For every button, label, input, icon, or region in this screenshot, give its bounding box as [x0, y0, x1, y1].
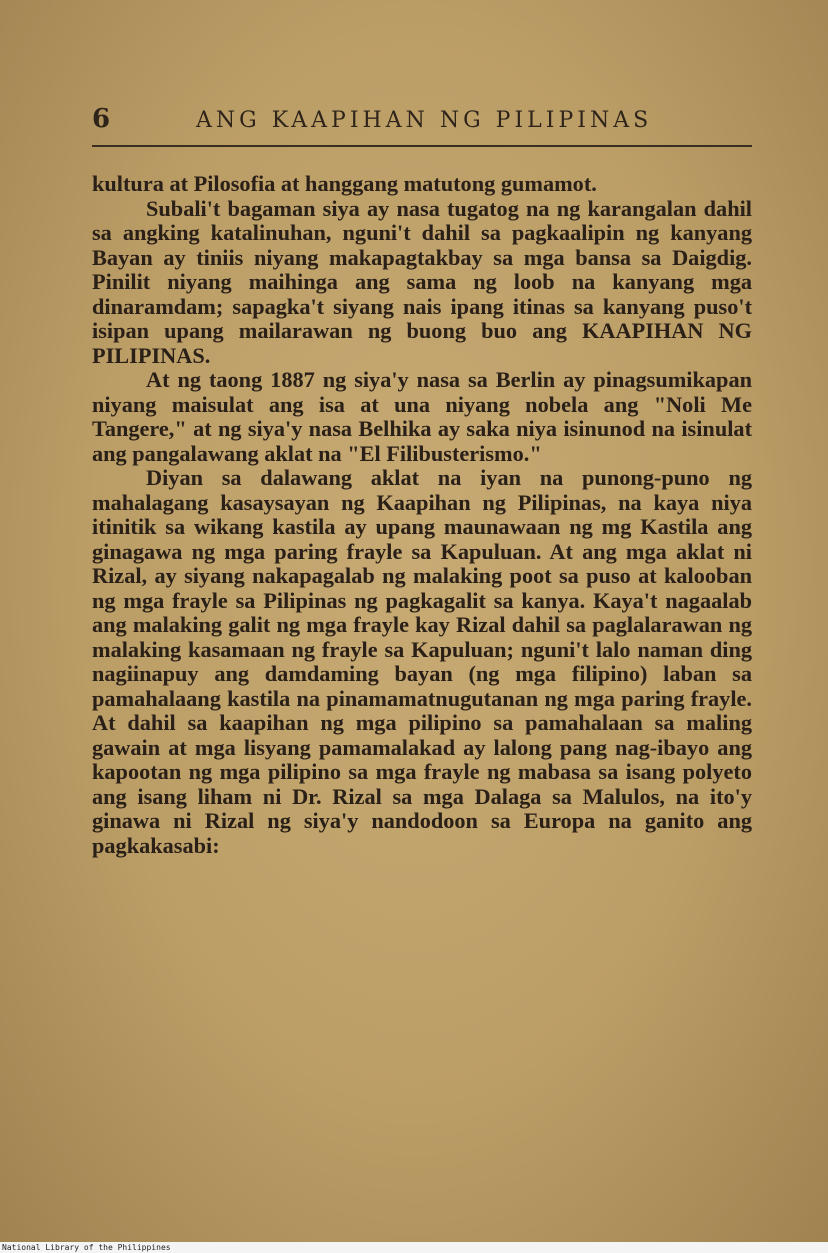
header-rule	[92, 145, 752, 147]
body-text	[92, 172, 752, 858]
page-number: 6	[92, 104, 112, 134]
library-credit: National Library of the Philippines	[2, 1243, 171, 1252]
running-head	[92, 104, 752, 144]
paragraph-continued: kultura at Pilosofia at hanggang matutong gumamot.	[92, 171, 597, 196]
paragraph: Subali't bagaman siya ay nasa tugatog na ng karangalan dahil sa angking katalinuhan, nguni't dahil sa pagkaalipin ng kanyang Bayan ay tiniis niyang makapagtakbay sa mga bansa sa Daigdig. Pinilit niyang maihinga ang sama ng loob na kanyang mga dinaramdam; sapagka't siyang nais ipang itinas sa kanyang puso't isipan upang mailarawan ng buong buo ang KAAPIHAN NG PILIPINAS.	[92, 195, 752, 368]
paragraph: At ng taong 1887 ng siya'y nasa sa Berlin ay pinagsumikapan niyang maisulat ang isa at una niyang nobela ang "Noli Me Tangere," at ng siya'y nasa Belhika ay saka niya isinunod na isinulat ang pangalawang aklat na "El Filibusterismo."	[92, 367, 752, 466]
book-title: ANG KAAPIHAN NG PILIPINAS	[196, 108, 653, 133]
footer-strip	[0, 1242, 828, 1253]
paragraph: Diyan sa dalawang aklat na iyan na punong-puno ng mahalagang kasaysayan ng Kaapihan ng Pilipinas, na kaya niya itinitik sa wikang kastila ay upang maunawaan ng mg Kastila ang ginagawa ng mga paring frayle sa Kapuluan. At ang mga aklat ni Rizal, ay siyang nakapagalab ng malaking poot sa puso at kalooban ng mga frayle sa Pilipinas ng pagkagalit sa kanya. Kaya't nagaalab ang malaking galit ng mga frayle kay Rizal dahil sa paglalarawan ng malaking kasamaan ng frayle sa Kapuluan; nguni't lalo naman ding nagiinapuy ang damdaming bayan (ng mga filipino) laban sa pamahalaang kastila na pinamamatnugutanan ng mga paring frayle. At dahil sa kaapihan ng mga pilipino sa pamahalaan sa maling gawain at mga lisyang pamamalakad ay lalong pang nag-ibayo ang kapootan ng mga pilipino sa mga frayle ng mabasa sa isang polyeto ang isang liham ni Dr. Rizal sa mga Dalaga sa Malulos, na ito'y ginawa ni Rizal ng siya'y nandodoon sa Europa na ganito ang pagkakasabi:	[92, 465, 752, 858]
